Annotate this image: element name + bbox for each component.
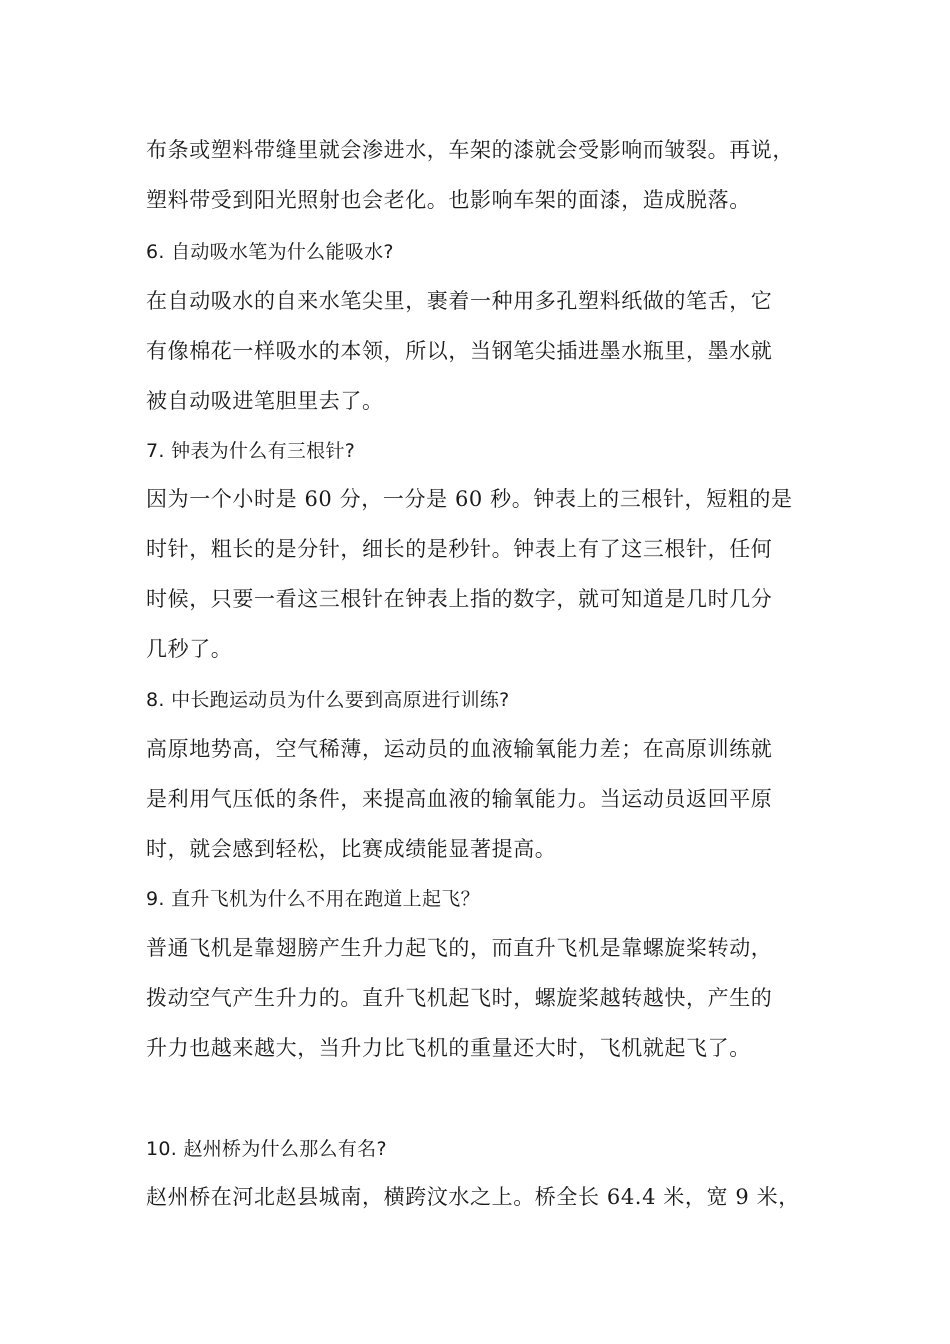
question-heading-9: 9. 直升飞机为什么不用在跑道上起飞？ bbox=[146, 888, 480, 910]
paragraph-line: 在自动吸水的自来水笔尖里，裹着一种用多孔塑料纸做的笔舌，它 bbox=[146, 289, 773, 313]
paragraph-line: 时针，粗长的是分针，细长的是秒针。钟表上有了这三根针，任何 bbox=[146, 537, 773, 561]
paragraph-line: 升力也越来越大，当升力比飞机的重量还大时，飞机就起飞了。 bbox=[146, 1036, 751, 1060]
paragraph-line: 是利用气压低的条件，来提高血液的输氧能力。当运动员返回平原 bbox=[146, 787, 773, 811]
question-heading-6: 6. 自动吸水笔为什么能吸水? bbox=[146, 241, 394, 263]
question-heading-8: 8. 中长跑运动员为什么要到高原进行训练? bbox=[146, 689, 510, 711]
paragraph-line: 时，就会感到轻松，比赛成绩能显著提高。 bbox=[146, 837, 557, 861]
paragraph-line: 因为一个小时是 60 分，一分是 60 秒。钟表上的三根针，短粗的是 bbox=[146, 487, 793, 511]
paragraph-line: 有像棉花一样吸水的本领，所以，当钢笔尖插进墨水瓶里，墨水就 bbox=[146, 339, 773, 363]
question-heading-7: 7. 钟表为什么有三根针? bbox=[146, 440, 356, 462]
paragraph-line: 高原地势高，空气稀薄，运动员的血液输氧能力差；在高原训练就 bbox=[146, 737, 773, 761]
paragraph-line: 布条或塑料带缝里就会渗进水，车架的漆就会受影响而皱裂。再说， bbox=[146, 138, 794, 162]
question-heading-10: 10. 赵州桥为什么那么有名? bbox=[146, 1138, 387, 1160]
paragraph-line: 拨动空气产生升力的。直升飞机起飞时，螺旋桨越转越快，产生的 bbox=[146, 986, 773, 1010]
paragraph-line: 被自动吸进笔胆里去了。 bbox=[146, 389, 384, 413]
paragraph-line: 几秒了。 bbox=[146, 637, 233, 661]
paragraph-line: 时候，只要一看这三根针在钟表上指的数字，就可知道是几时几分 bbox=[146, 587, 773, 611]
paragraph-line: 塑料带受到阳光照射也会老化。也影响车架的面漆，造成脱落。 bbox=[146, 188, 751, 212]
paragraph-line: 普通飞机是靠翅膀产生升力起飞的，而直升飞机是靠螺旋桨转动， bbox=[146, 936, 773, 960]
paragraph-line: 赵州桥在河北赵县城南，横跨汶水之上。桥全长 64.4 米，宽 9 米， bbox=[146, 1185, 800, 1209]
